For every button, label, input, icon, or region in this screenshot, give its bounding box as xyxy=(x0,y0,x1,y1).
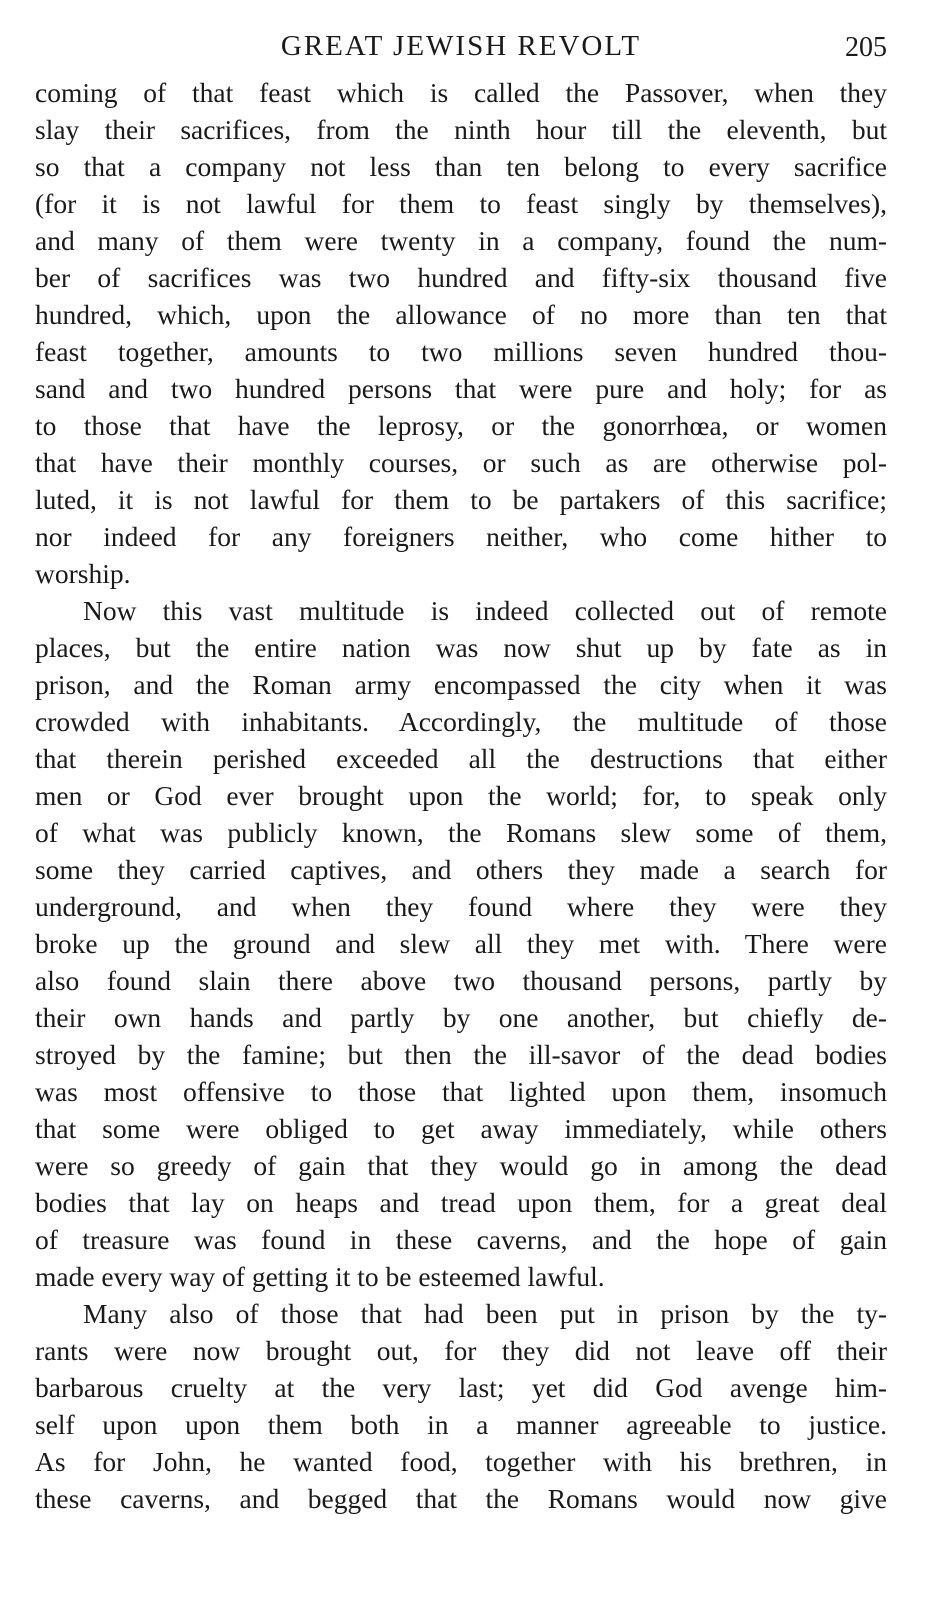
paragraph xyxy=(35,592,887,1295)
text-line: also found slain there above two thousand persons, partly by xyxy=(35,965,887,996)
text-line: places, but the entire nation was now shut up by fate as in xyxy=(35,632,887,663)
text-line: coming of that feast which is called the Passover, when they xyxy=(35,77,887,108)
text-line: so that a company not less than ten belong to every sacrifice xyxy=(35,151,887,182)
text-line: and many of them were twenty in a company, found the num- xyxy=(35,225,887,256)
text-line: that some were obliged to get away immediately, while others xyxy=(35,1113,887,1144)
text-line: prison, and the Roman army encompassed the city when it was xyxy=(35,669,887,700)
paragraph xyxy=(35,1295,887,1517)
text-line: stroyed by the famine; but then the ill-savor of the dead bodies xyxy=(35,1039,887,1070)
text-line: some they carried captives, and others they made a search for xyxy=(35,854,887,885)
text-line: bodies that lay on heaps and tread upon them, for a great deal xyxy=(35,1187,887,1218)
body-text xyxy=(35,74,887,1517)
text-line: ber of sacrifices was two hundred and fifty-six thousand five xyxy=(35,262,887,293)
text-line: hundred, which, upon the allowance of no more than ten that xyxy=(35,299,887,330)
text-line: sand and two hundred persons that were pure and holy; for as xyxy=(35,373,887,404)
text-line: that therein perished exceeded all the destructions that either xyxy=(35,743,887,774)
text-line: these caverns, and begged that the Romans would now give xyxy=(35,1483,887,1514)
book-page xyxy=(35,26,887,1517)
text-line: feast together, amounts to two millions seven hundred thou- xyxy=(35,336,887,367)
text-line: made every way of getting it to be esteemed lawful. xyxy=(35,1261,605,1292)
text-line: were so greedy of gain that they would go in among the dead xyxy=(35,1150,887,1181)
running-head xyxy=(35,26,887,70)
text-line: self upon upon them both in a manner agreeable to justice. xyxy=(35,1409,887,1440)
text-line: rants were now brought out, for they did not leave off their xyxy=(35,1335,887,1366)
text-line: men or God ever brought upon the world; for, to speak only xyxy=(35,780,887,811)
text-line: of treasure was found in these caverns, and the hope of gain xyxy=(35,1224,887,1255)
text-line: their own hands and partly by one another, but chiefly de- xyxy=(35,1002,887,1033)
text-line: broke up the ground and slew all they met with. There were xyxy=(35,928,887,959)
text-line: slay their sacrifices, from the ninth hour till the eleventh, but xyxy=(35,114,887,145)
text-line: (for it is not lawful for them to feast singly by themselves), xyxy=(35,188,887,219)
text-line: As for John, he wanted food, together with his brethren, in xyxy=(35,1446,887,1477)
text-line: was most offensive to those that lighted upon them, insomuch xyxy=(35,1076,887,1107)
text-line: that have their monthly courses, or such as are otherwise pol- xyxy=(35,447,887,478)
text-line: to those that have the leprosy, or the gonorrhœa, or women xyxy=(35,410,887,441)
text-line: underground, and when they found where they were they xyxy=(35,891,887,922)
text-line: worship. xyxy=(35,558,131,589)
paragraph xyxy=(35,74,887,592)
text-line: barbarous cruelty at the very last; yet did God avenge him- xyxy=(35,1372,887,1403)
text-line: Now this vast multitude is indeed collected out of remote xyxy=(83,595,887,626)
running-title: GREAT JEWISH REVOLT xyxy=(280,30,642,62)
text-line: nor indeed for any foreigners neither, who come hither to xyxy=(35,521,887,552)
text-line: luted, it is not lawful for them to be partakers of this sacrifice; xyxy=(35,484,887,515)
text-line: crowded with inhabitants. Accordingly, the multitude of those xyxy=(35,706,887,737)
text-line: of what was publicly known, the Romans slew some of them, xyxy=(35,817,887,848)
text-line: Many also of those that had been put in prison by the ty- xyxy=(83,1298,887,1329)
page-number: 205 xyxy=(845,32,887,63)
